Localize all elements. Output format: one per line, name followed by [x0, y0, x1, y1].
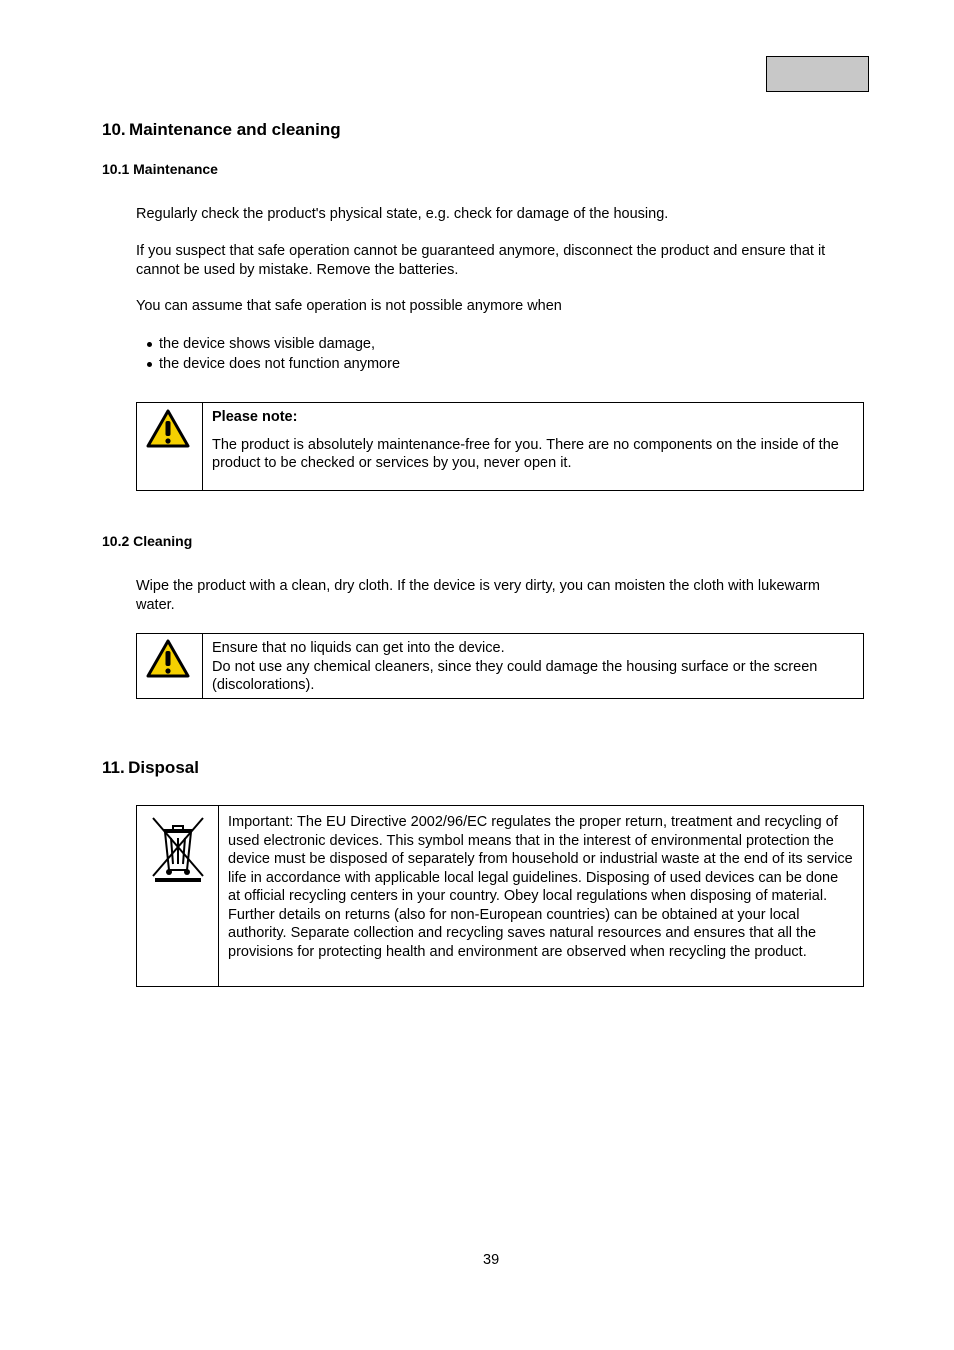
disposal-note-box — [136, 805, 864, 987]
warning-icon — [145, 408, 191, 455]
cleaning-paragraph: Wipe the product with a clean, dry cloth. If the device is very dirty, you can moisten the cloth with lukewarm water. — [136, 578, 820, 613]
note-icon-cell — [137, 806, 219, 986]
maintenance-paragraph-2: If you suspect that safe operation cannot be guaranteed anymore, disconnect the product and ensure that it cannot be used by mistake. Remove the batteries. — [136, 243, 826, 278]
list-item: the device does not function anymore — [136, 354, 736, 374]
maintenance-bullet-list — [136, 334, 736, 374]
subsection-cleaning-heading: 10.2 Cleaning — [102, 533, 193, 549]
section-11-title: 11. Disposal — [102, 758, 199, 777]
cleaning-note-box — [136, 633, 864, 699]
page-number: 39 — [483, 1252, 500, 1268]
header-language-box — [766, 56, 869, 92]
note-icon-cell — [137, 403, 203, 490]
disposal-note-text: Important: The EU Directive 2002/96/EC regulates the proper return, treatment and recycling of used electronic devices. This symbol means that in the interest of environmental protection the device must be disposed of separately from household or industrial waste at the end of its service life in accordance with applicable local legal guidelines. Disposing of used devices can be done at official recycling centers in your country. Obey local regulations when disposing of material. Further details on returns (also for non-European countries) can be obtained at your local authority. Separate collection and recycling saves natural resources and ensures that all the provisions for protecting health and environment are observed when recycling the product. — [228, 814, 853, 960]
note-title: Please note: — [212, 409, 298, 425]
cleaning-note-line-2: Do not use any chemical cleaners, since they could damage the housing surface or the screen (discolorations). — [212, 658, 818, 693]
note-icon-cell — [137, 634, 203, 698]
note-text: The product is absolutely maintenance-free for you. There are no components on the inside of the product to be checked or services by you, never open it. — [212, 436, 839, 471]
cleaning-note-line-1: Ensure that no liquids can get into the device. — [212, 640, 505, 656]
maintenance-note-box — [136, 402, 864, 491]
warning-icon — [145, 638, 191, 685]
list-item: the device shows visible damage, — [136, 334, 736, 354]
subsection-maintenance-heading: 10.1 Maintenance — [102, 161, 218, 177]
crossed-out-bin-icon — [149, 814, 207, 889]
maintenance-paragraph-1: Regularly check the product's physical state, e.g. check for damage of the housing. — [136, 206, 669, 222]
section-10-title: 10. Maintenance and cleaning — [102, 120, 341, 139]
maintenance-paragraph-3: You can assume that safe operation is not possible anymore when — [136, 298, 562, 314]
